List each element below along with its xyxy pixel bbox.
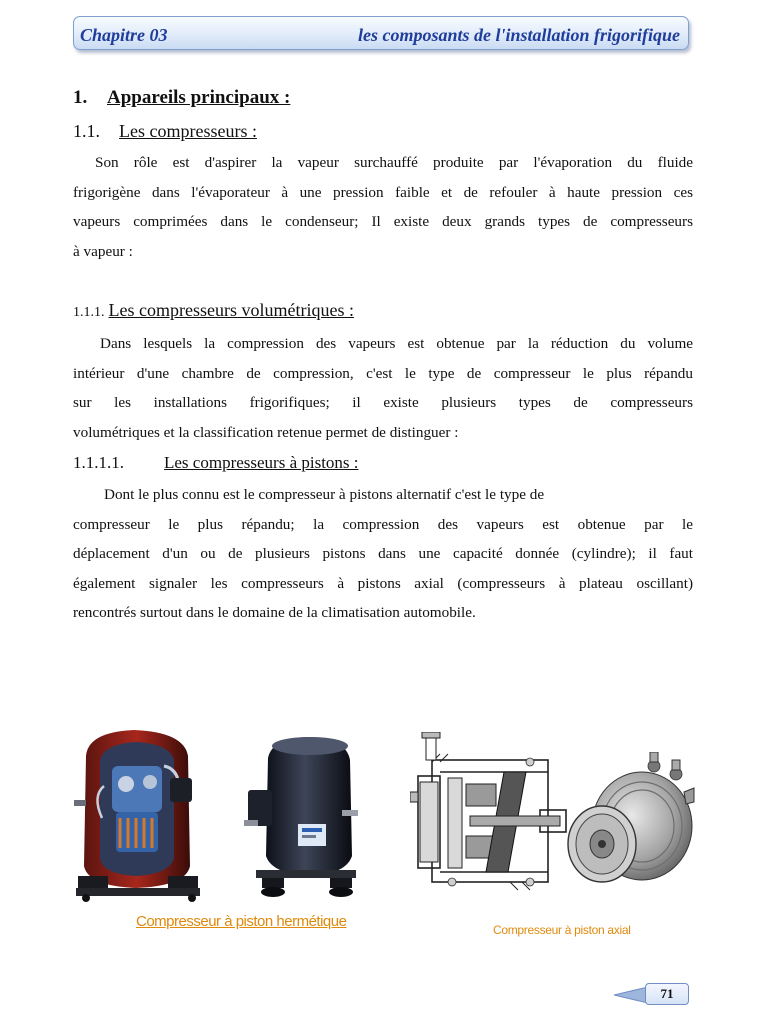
paragraph-line: vapeurs comprimées dans le condenseur; Il existe deux grands types de compresseurs [73, 213, 693, 230]
chapter-number: Chapitre 03 [80, 25, 168, 45]
caption-axial-compressor: Compresseur à piston axial [493, 923, 631, 937]
heading-number: 1.1. [73, 121, 100, 141]
heading-number: 1.1.1. [73, 305, 105, 320]
heading-number: 1. [73, 87, 88, 108]
paragraph-line: sur les installations frigorifiques; il existe plusieurs types de compresseurs [73, 394, 693, 411]
paragraph-line: Dont le plus connu est le compresseur à pistons alternatif c'est le type de [104, 486, 545, 503]
page-number: 71 [645, 983, 689, 1005]
heading-text: Les compresseurs : [119, 121, 257, 141]
paragraph-line: compresseur le plus répandu; la compression des vapeurs est obtenue par le [73, 515, 693, 533]
chapter-header [73, 16, 689, 50]
heading-compresseurs [73, 121, 257, 142]
hermetic-compressor-image [242, 732, 362, 902]
paragraph-role-compresseur [73, 148, 693, 266]
paragraph-line: Son rôle est d'aspirer la vapeur surchauffé produite par l'évaporation du fluide [95, 154, 693, 171]
heading-compresseurs-pistons [73, 453, 359, 473]
paragraph-pistons [73, 480, 693, 628]
axial-piston-cutaway-drawing [410, 732, 570, 912]
paragraph-volumetriques [73, 329, 693, 447]
paragraph-line: rencontrés surtout dans le domaine de la climatisation automobile. [73, 604, 476, 621]
paragraph-line: volumétriques et la classification retenue permet de distinguer : [73, 423, 459, 441]
heading-text: Appareils principaux : [107, 87, 291, 108]
hermetic-compressor-cutaway-image [74, 726, 204, 906]
paragraph-line: frigorigène dans l'évaporateur à une pression faible et de refouler à haute pression ces [73, 183, 693, 201]
paragraph-line: déplacement d'un ou de plusieurs pistons dans une capacité donnée (cylindre); il faut [73, 545, 693, 562]
heading-compresseurs-volumetriques [73, 300, 354, 321]
paragraph-line: Dans lesquels la compression des vapeurs est obtenue par la réduction du volume [100, 335, 693, 352]
caption-hermetic-compressor: Compresseur à piston hermétique [136, 913, 347, 930]
heading-text: Les compresseurs volumétriques : [108, 300, 354, 320]
heading-text: Les compresseurs à pistons : [164, 453, 359, 472]
paragraph-line: également signaler les compresseurs à pistons axial (compresseurs à plateau oscillant) [73, 574, 693, 592]
axial-compressor-image [566, 752, 696, 902]
paragraph-line: à vapeur : [73, 242, 133, 260]
paragraph-line: intérieur d'une chambre de compression, c'est le type de compresseur le plus répandu [73, 364, 693, 382]
chapter-title: les composants de l'installation frigorifique [357, 25, 680, 45]
heading-appareils-principaux [73, 87, 290, 109]
heading-number: 1.1.1.1. [73, 453, 124, 472]
page-number-tab-decoration [614, 987, 648, 1003]
